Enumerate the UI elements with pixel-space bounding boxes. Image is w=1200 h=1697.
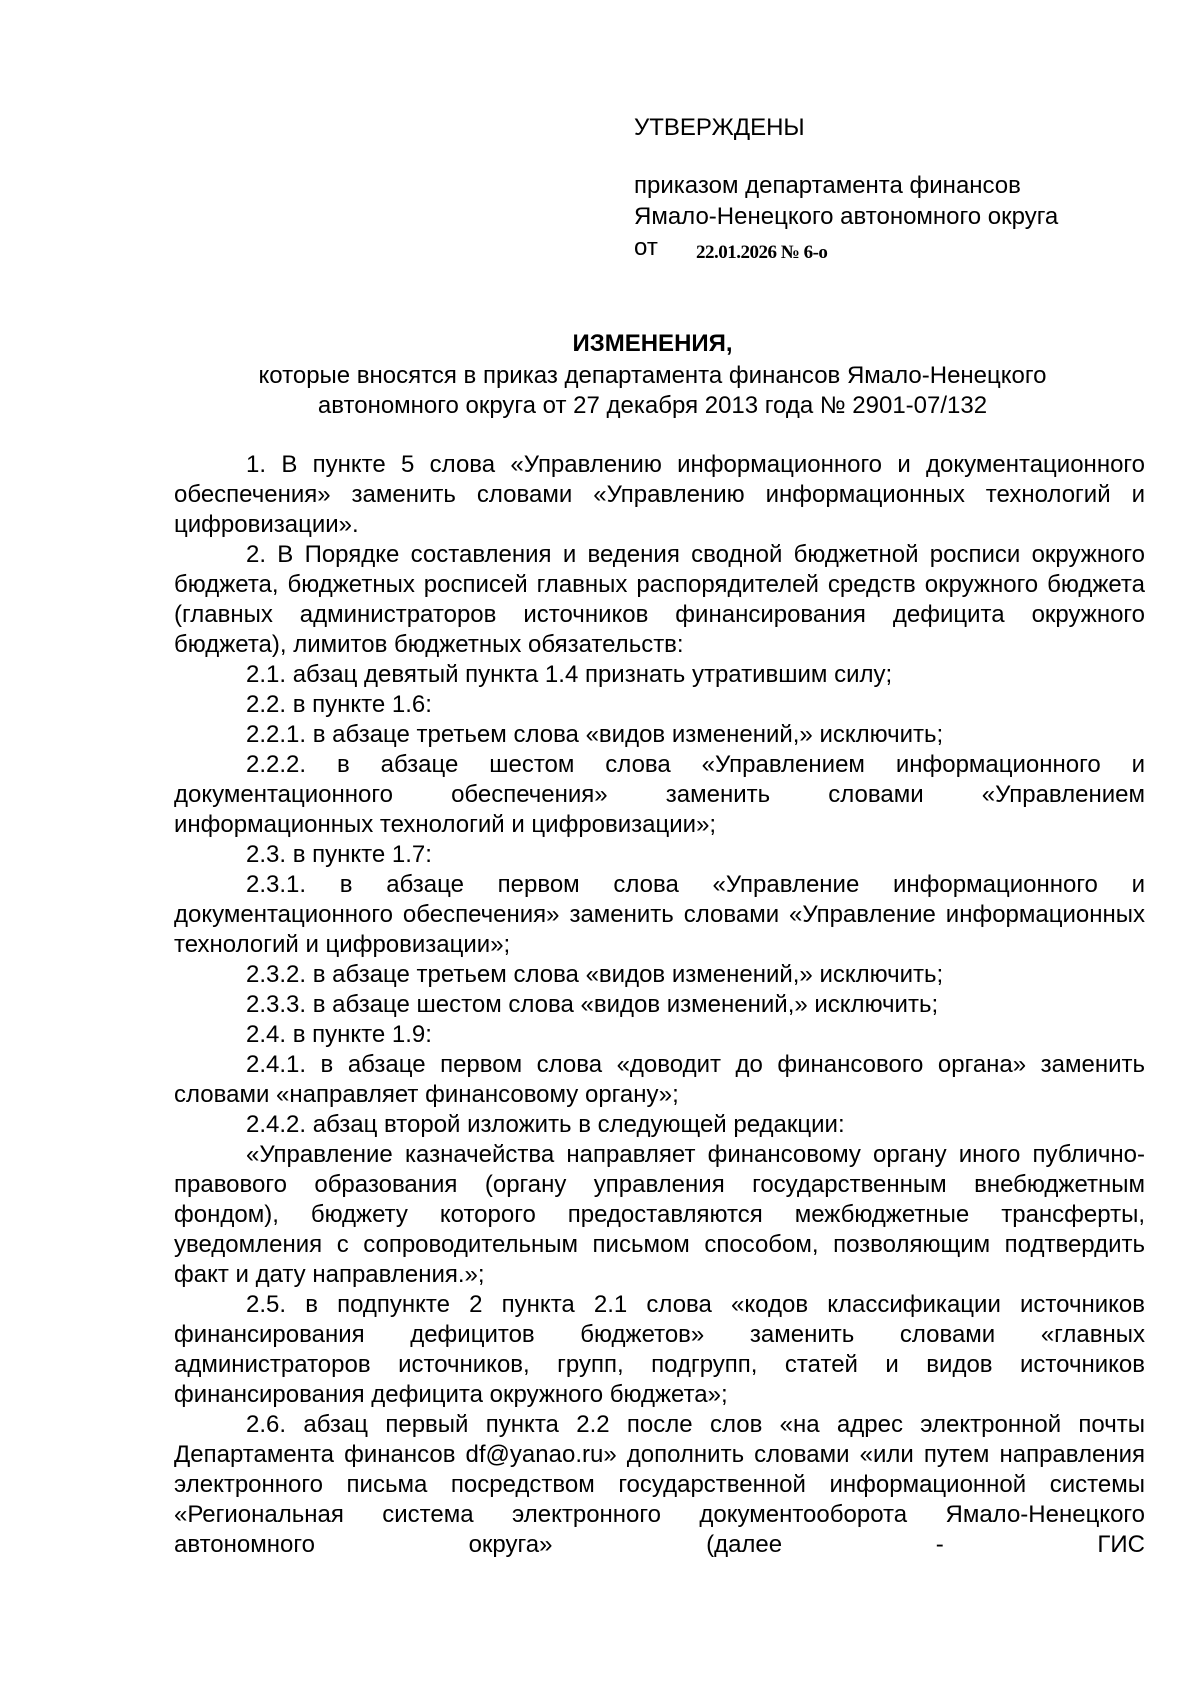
- approval-line-1: приказом департамента финансов: [634, 172, 1021, 199]
- approval-date-number-stamp: 22.01.2026 № 6-о: [696, 242, 828, 263]
- document-body: [174, 450, 1145, 1560]
- paragraph-1: 1. В пункте 5 слова «Управлению информационного и документационного обеспечения» заменить словами «Управлению информационных технологий и цифровизации».: [174, 451, 1145, 538]
- title-line-2: автономного округа от 27 декабря 2013 года № 2901-07/132: [317, 392, 988, 419]
- title-heading: ИЗМЕНЕНИЯ,: [572, 330, 733, 357]
- paragraph-2-4: 2.4. в пункте 1.9:: [246, 1021, 432, 1048]
- title-line-1: которые вносятся в приказ департамента финансов Ямало-Ненецкого: [258, 362, 1047, 389]
- paragraph-2-2-2: 2.2.2. в абзаце шестом слова «Управлением информационного и документационного обеспечения» заменить словами «Управлением информационных технологий и цифровизации»;: [174, 751, 1145, 838]
- document-title: [160, 329, 1145, 421]
- paragraph-2-4-2-quote: «Управление казначейства направляет финансовому органу иного публично-правового образования (органу управления государственным внебюджетным фондом), бюджету которого предоставляются межбюджетные трансферты, уведомления с сопроводительным письмом способом, позволяющим подтвердить факт и дату направления.»;: [174, 1141, 1145, 1288]
- approval-order-line: [634, 232, 1154, 265]
- paragraph-2-5: 2.5. в подпункте 2 пункта 2.1 слова «кодов классификации источников финансирования дефицитов бюджетов» заменить словами «главных администраторов источников, групп, подгрупп, статей и видов источников финансирования дефицита окружного бюджета»;: [174, 1291, 1145, 1408]
- paragraph-2-3-3: 2.3.3. в абзаце шестом слова «видов изменений,» исключить;: [246, 991, 939, 1018]
- approval-from-label: от: [634, 234, 658, 261]
- paragraph-2-2-1: 2.2.1. в абзаце третьем слова «видов изменений,» исключить;: [246, 721, 944, 748]
- paragraph-2-4-2: 2.4.2. абзац второй изложить в следующей редакции:: [246, 1111, 845, 1138]
- approval-line-2: Ямало-Ненецкого автономного округа: [634, 203, 1059, 230]
- paragraph-2-3-2: 2.3.2. в абзаце третьем слова «видов изменений,» исключить;: [246, 961, 944, 988]
- approval-label: УТВЕРЖДЕНЫ: [634, 114, 805, 141]
- paragraph-2-6: 2.6. абзац первый пункта 2.2 после слов «на адрес электронной почты Департамента финансов df@yanao.ru» дополнить словами «или путем направления электронного письма посредством государственной информационной системы «Региональная система электронного документооборота Ямало-Ненецкого автономного округа» (далее - ГИС: [174, 1411, 1145, 1558]
- paragraph-2-1: 2.1. абзац девятый пункта 1.4 признать утратившим силу;: [246, 661, 893, 688]
- paragraph-2: 2. В Порядке составления и ведения сводной бюджетной росписи окружного бюджета, бюджетных росписей главных распорядителей средств окружного бюджета (главных администраторов источников финансирования дефицита окружного бюджета), лимитов бюджетных обязательств:: [174, 541, 1145, 658]
- paragraph-2-3-1: 2.3.1. в абзаце первом слова «Управление информационного и документационного обеспечения» заменить словами «Управление информационных технологий и цифровизации»;: [174, 871, 1145, 958]
- approval-block: [634, 112, 1154, 265]
- paragraph-2-2: 2.2. в пункте 1.6:: [246, 691, 432, 718]
- paragraph-2-4-1: 2.4.1. в абзаце первом слова «доводит до финансового органа» заменить словами «направляет финансовому органу»;: [174, 1051, 1145, 1108]
- paragraph-2-3: 2.3. в пункте 1.7:: [246, 841, 432, 868]
